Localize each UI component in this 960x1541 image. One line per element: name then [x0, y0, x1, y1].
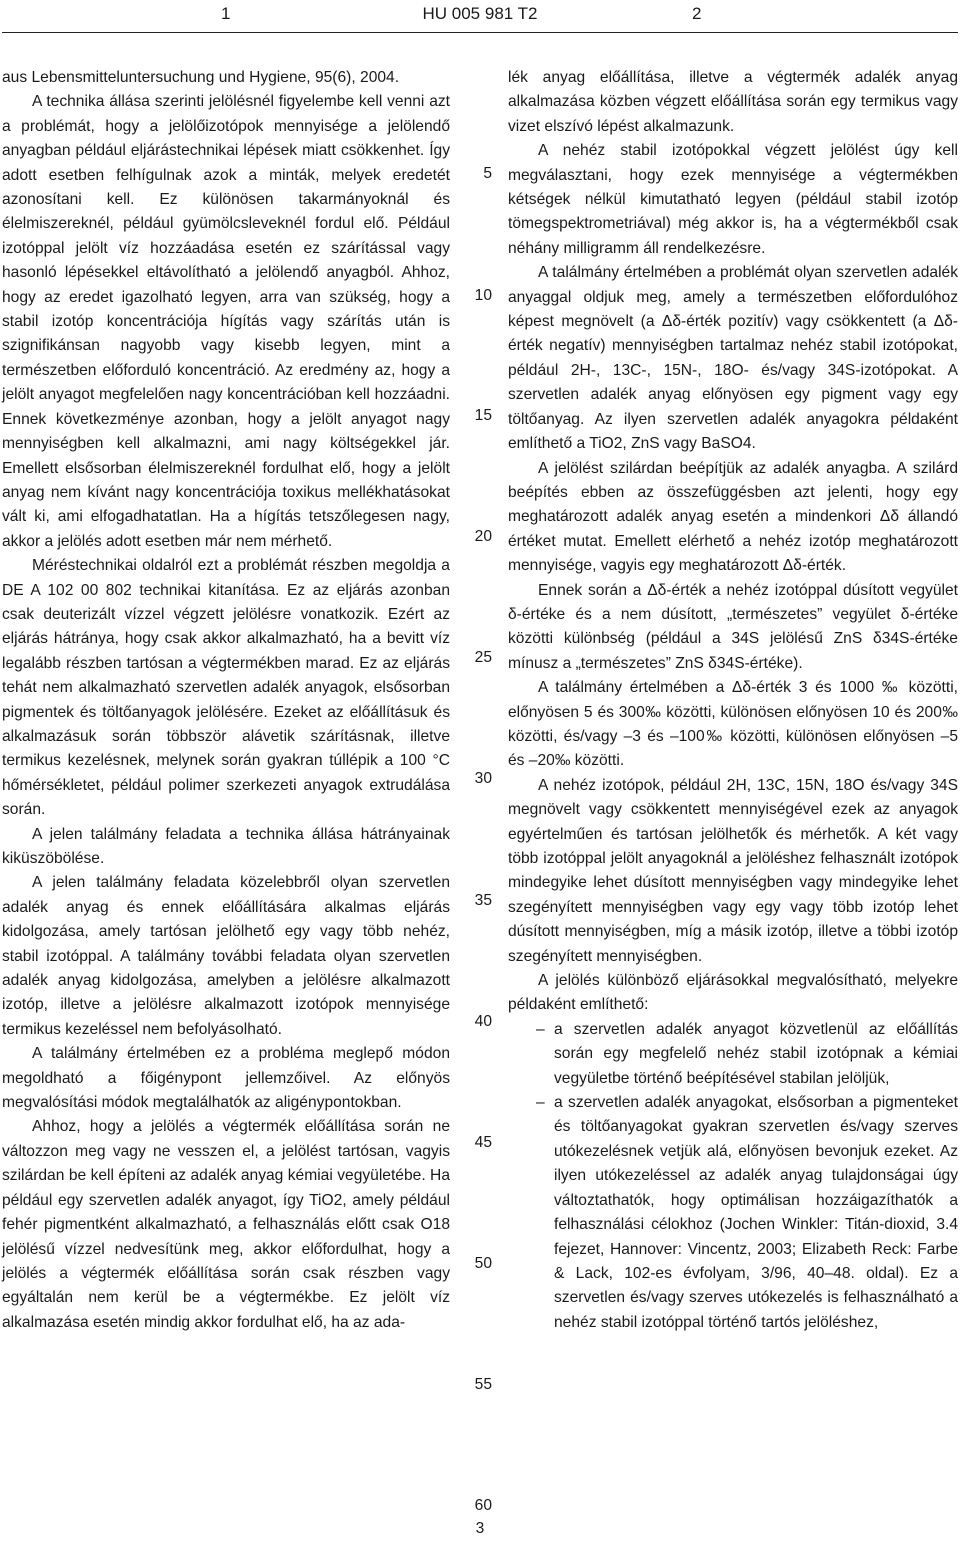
line-number: 5 — [483, 165, 492, 182]
paragraph: Méréstechnikai oldalról ezt a problémát részben megoldja a DE A 102 00 802 technikai kitanítása. Ez az eljárás azonban csak deuterizált vízzel végzett jelölésre vonatkozik. Ezért az eljárás hátránya, hogy csak akkor alkalmazható, ha a bevitt víz legalább részben tartósan a végtermékben marad. Ez az eljárás tehát nem alkalmazható szervetlen adalék anyagok, elsősorban pigmentek és töltőanyagok jelölésére. Ezeket az előállításuk és alkalmazásuk során többször alávetik szárításnak, illetve termikus kezelésnek, melynek során gyakran túllépik a 100 °C hőmérsékletet, például polimer szerkezeti anyagok extrudálása során. — [2, 557, 450, 819]
left-page-number: 1 — [221, 4, 231, 23]
right-page-number: 2 — [692, 4, 702, 23]
line-number: 50 — [474, 1255, 492, 1272]
patent-number: HU 005 981 T2 — [422, 4, 538, 23]
right-column — [508, 66, 958, 1335]
line-number: 60 — [474, 1497, 492, 1514]
line-number: 15 — [474, 407, 492, 424]
line-number: 35 — [474, 892, 492, 909]
paragraph: A jelölés különböző eljárásokkal megvalósítható, melyekre példaként említhető: — [508, 972, 958, 1014]
paragraph: A nehéz izotópok, például 2H, 13C, 15N, 18O és/vagy 34S megnövelt vagy csökkentett mennyiségével ezek az anyagok egyértelműen és tartósan jelölhetők és mérhetők. A két vagy több izotóppal jelölt anyagoknál a jelöléshez felhasznált izotópok mindegyike lehet dúsított mennyiségben vagy mindegyike lehet szegényített mennyiségben vagy egy vagy több izotóp lehet dúsított mennyiségben, míg a másik izotóp, illetve a többi izotóp szegényített mennyiségben. — [508, 776, 958, 965]
left-column — [2, 66, 450, 1335]
paragraph: A találmány értelmében ez a probléma meglepő módon megoldható a főigénypont jellemzőivel. Az előnyös megvalósítási módok megtalálhatók az aligénypontokban. — [2, 1045, 450, 1112]
paragraph: lék anyag előállítása, illetve a végtermék adalék anyag alkalmazása közben végzett előállítása során egy termikus vagy vizet elszívó lépést alkalmazunk. — [508, 69, 958, 135]
paragraph: A jelölést szilárdan beépítjük az adalék anyagba. A szilárd beépítés ebben az összefüggésben azt jelenti, hogy egy meghatározott adalék anyag esetén a mindenkori Δδ állandó értéket mutat. Emellett elérhető a nehéz izotóp meghatározott mennyisége, vagyis egy meghatározott Δδ-érték. — [508, 459, 958, 575]
paragraph: A jelen találmány feladata a technika állása hátrányainak kiküszöbölése. — [2, 825, 450, 867]
paragraph: A találmány értelmében a problémát olyan szervetlen adalék anyaggal oldjuk meg, amely a természetben előfordulóhoz képest megnövelt (a Δδ-érték pozitív) vagy csökkentett (a Δδ-érték negatív) mennyiségben tartalmaz nehéz stabil izotópokat, például 2H-, 13C-, 15N-, 18O- és/vagy 34S-izotópokat. A szervetlen adalék anyag előnyösen egy pigment vagy egy töltőanyag. Az ilyen szervetlen adalék anyagokra példaként említhető a TiO2, ZnS vagy BaSO4. — [508, 264, 958, 453]
paragraph: A jelen találmány feladata közelebbről olyan szervetlen adalék anyag és ennek előállítására alkalmas eljárás kidolgozása, amely tartósan jelölhető egy vagy több nehéz, stabil izotóppal. A találmány további feladata olyan szervetlen adalék anyag kidolgozása, amelyben a jelölésre alkalmazott izotóp, illetve a jelölésre alkalmazott izotópok mennyisége termikus kezeléssel nem befolyásolható. — [2, 874, 450, 1038]
paragraph: aus Lebensmitteluntersuchung und Hygiene, 95(6), 2004. — [2, 69, 400, 86]
list-item: – a szervetlen adalék anyagokat, elsősorban a pigmenteket és töltőanyagokat gyakran szervetlen és/vagy szerves utókezelésnek vetjük alá, előnyösen bevonjuk ezeket. Az ilyen utókezeléssel az adalék anyag tulajdonságai úgy változtathatók, hogy optimálisan hozzáigazíthatók a felhasználási célokhoz (Jochen Winkler: Titán-dioxid, 3.4 fejezet, Hannover: Vincentz, 2003; Elizabeth Reck: Farbe & Lack, 102-es évfolyam, 3/96, 40–48. oldal). Ez a szervetlen és/vagy szerves utókezelés is felhasználható a nehéz stabil izotóppal történő tartós jelöléshez, — [508, 1091, 958, 1335]
page-footer-number: 3 — [475, 1520, 485, 1537]
line-number-gutter — [456, 0, 502, 1541]
line-number: 45 — [474, 1134, 492, 1151]
paragraph: A találmány értelmében a Δδ-érték 3 és 1000 ‰ közötti, előnyösen 5 és 300‰ közötti, különösen előnyösen 10 és 200‰ közötti, és/vagy –3 és –100‰ közötti, különösen előnyösen –5 és –20‰ közötti. — [508, 679, 958, 770]
paragraph: Ahhoz, hogy a jelölés a végtermék előállítása során ne változzon meg vagy ne vesszen el, a jelölést tartósan, vagyis szilárdan be kell építeni az adalék anyag kémiai vegyületébe. Ha például egy szervetlen adalék anyagot, így TiO2, amely például fehér pigmentként alkalmazható, a felhasználás előtt csak O18 jelölésű vízzel nedvesítünk meg, akkor előfordulhat, hogy a jelölés a végtermék előállítása során csak részben vagy egyáltalán nem kerül be a végtermékbe. Ez jelölt víz alkalmazása esetén mindig akkor fordulhat elő, ha az ada- — [2, 1118, 450, 1331]
paragraph: Ennek során a Δδ-érték a nehéz izotóppal dúsított vegyület δ-értéke és a nem dúsított, „természetes” vegyület δ-értéke közötti különbség (például a 34S jelölésű ZnS δ34S-értéke mínusz a „természetes” ZnS δ34S-értéke). — [508, 581, 958, 672]
paragraph: A nehéz stabil izotópokkal végzett jelölést úgy kell megválasztani, hogy ezek mennyisége a végtermékben kétségek nélkül kimutatható legyen (például stabil izotóp tömegspektrometriával) még akkor is, ha a végtermékből csak néhány milligramm áll rendelkezésre. — [508, 142, 958, 257]
line-number: 25 — [474, 649, 492, 666]
paragraph: A technika állása szerinti jelölésnél figyelembe kell venni azt a problémát, hogy a jelölőizotópok mennyisége a jelölendő anyagban például eljárástechnikai lépések miatt csökkenhet. Így adott esetben felhígulnak azok a minták, melyek eredetét azonosítani kell. Ez különösen takarmányoknál és élelmiszereknél, például gyümölcsleveknél fordul elő. Például izotóppal jelölt víz hozzáadása esetén ez szárítással vagy hasonló lépésekkel eltávolítható a jelölendő anyagból. Ahhoz, hogy az eredet igazolható legyen, arra van szükség, hogy a stabil izotóp koncentrációja hígítás vagy szárítás után is szignifikánsan nagyobb vagy kisebb legyen, mint a természetben előforduló koncentráció. Az eredmény az, hogy a jelölt anyagot megfelelően nagy koncentrációban kell hozzáadni. Ennek következménye azonban, hogy a jelölt anyagot nagy mennyiségben kell alkalmazni, ami nagy költségekkel jár. Emellett elsősorban élelmiszereknél fordulhat elő, hogy a jelölt anyag nem kívánt nagy koncentrációja toxikus mellékhatásokat vált ki, ami elfogadhatatlan. Ha a hígítás tetszőlegesen nagy, akkor a jelölés adott esetben már nem mérhető. — [2, 93, 450, 550]
line-number: 10 — [474, 287, 492, 304]
method-list — [508, 1018, 958, 1335]
line-number: 40 — [474, 1013, 492, 1030]
line-number: 30 — [474, 770, 492, 787]
list-item: – a szervetlen adalék anyagot közvetlenül az előállítás során egy megfelelő nehéz stabil izotópnak a kémiai vegyületbe történő beépítésével stabilan jelöljük, — [508, 1018, 958, 1091]
line-number: 20 — [474, 528, 492, 545]
line-number: 55 — [474, 1376, 492, 1393]
